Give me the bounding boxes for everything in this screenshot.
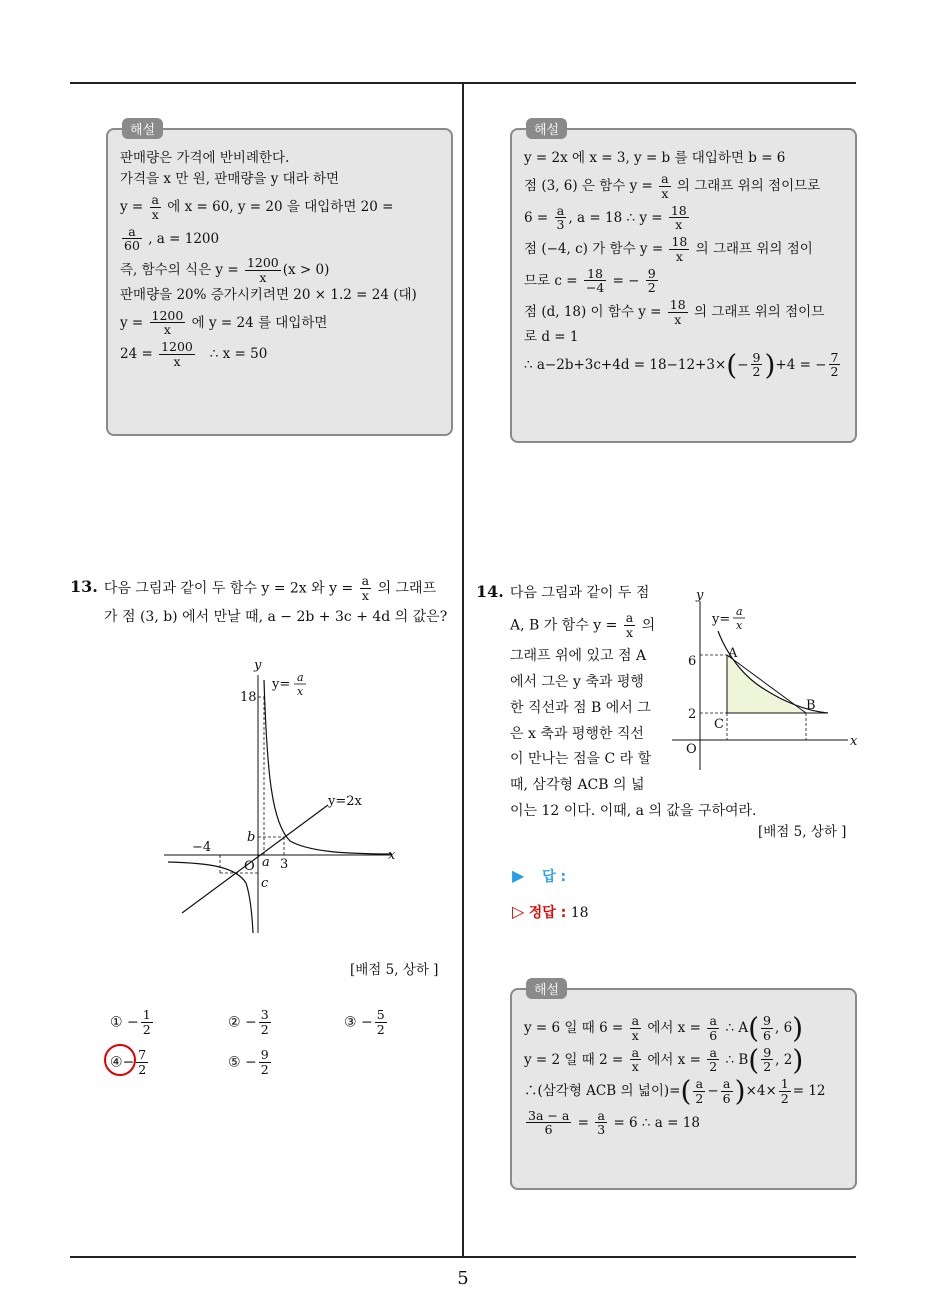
fraction: $\frac{a}{x}$ xyxy=(661,171,669,201)
x-axis-label: x xyxy=(388,848,396,863)
choice-3[interactable]: ③ − $\frac{5}{2}$ xyxy=(344,1007,385,1037)
tick-b: b xyxy=(247,830,256,845)
q14-graph xyxy=(668,585,864,777)
fraction: $\frac{a}{x}$ xyxy=(625,609,634,640)
tick-c: c xyxy=(261,876,269,891)
curve-label: y= xyxy=(712,612,731,627)
fraction: $\frac{18}{x}$ xyxy=(670,202,687,233)
y-axis-label: y xyxy=(696,588,704,603)
question-13 xyxy=(70,568,456,631)
solution-line: $\frac{a}{60}$ , a = 1200 xyxy=(124,223,220,254)
curve-label-den: x xyxy=(736,619,743,632)
tick-18: 18 xyxy=(240,690,257,705)
fraction: $\frac{a}{3}$ xyxy=(556,202,565,233)
fraction: $\frac{a}{60}$ xyxy=(124,223,140,254)
point-B: B xyxy=(806,698,816,713)
fraction: $\frac{1200}{x}$ xyxy=(151,307,184,338)
left-solution-box xyxy=(106,123,453,436)
answer-label: 답 : xyxy=(542,869,567,885)
origin-label: O xyxy=(244,859,255,874)
tick-2: 2 xyxy=(688,707,697,722)
fraction: $\frac{a}{x}$ xyxy=(361,573,370,603)
curve-label-den: x xyxy=(297,685,304,698)
solution-line: y = 6 일 때 6 = $\frac{a}{x}$ 에서 x = $\frac{a}{6}$ ∴ A( $\frac{9}{6}$ , 6) xyxy=(524,1011,804,1045)
choice-1[interactable]: ① − $\frac{1}{2}$ xyxy=(110,1007,151,1037)
curve-label-num: a xyxy=(736,605,743,618)
tick-6: 6 xyxy=(688,654,697,669)
correct-answer-value: 18 xyxy=(570,905,589,921)
tick-3: 3 xyxy=(280,857,289,872)
choice-2[interactable]: ② − $\frac{3}{2}$ xyxy=(228,1007,269,1037)
solution-line: 므로 c = $\frac{18}{-4}$ = − $\frac{9}{2}$ xyxy=(524,265,656,296)
q14-points: [배점 5, 상하 ] xyxy=(758,824,847,840)
fraction: $\frac{18}{x}$ xyxy=(671,234,688,264)
solution-line: ∴(삼각형 ACB 의 넓이)=( $\frac{a}{2}$ − $\frac{a}{6}$ )×4× $\frac{1}{2}$ = 12 xyxy=(524,1074,826,1108)
question-number: 14. xyxy=(476,582,504,601)
correct-answer-row xyxy=(512,902,589,922)
column-divider xyxy=(462,84,464,1256)
solution-tag: 해설 xyxy=(526,978,567,999)
question-line: 이 만나는 점을 C 라 할 xyxy=(510,751,652,768)
right-solution-box xyxy=(510,123,857,443)
selected-answer-circle xyxy=(104,1044,136,1076)
solution-tag: 해설 xyxy=(122,118,163,139)
question-line: 은 x 축과 평행한 직선 xyxy=(510,725,644,742)
tick-a: a xyxy=(262,855,270,870)
fraction: $\frac{9}{2}$ xyxy=(752,349,761,380)
solution-line: 판매량을 20% 증가시키려면 20 × 1.2 = 24 (대) xyxy=(120,286,417,303)
solution-line: 6 = $\frac{a}{3}$ , a = 18 ∴ y = $\frac{18}{x}$ xyxy=(524,202,687,233)
fraction: $\frac{1200}{x}$ xyxy=(161,339,193,369)
q13-graph xyxy=(150,655,410,940)
solution-tag: 해설 xyxy=(526,118,567,139)
fraction: $\frac{9}{2}$ xyxy=(647,265,656,296)
tick-neg4: −4 xyxy=(192,840,212,855)
curve-label-num: a xyxy=(297,671,304,684)
solution-line: 점 (−4, c) 가 함수 y = $\frac{18}{x}$ 의 그래프 위의 점이 xyxy=(524,234,813,264)
solution-line: 판매량은 가격에 반비례한다. xyxy=(120,150,290,166)
page-number: 5 xyxy=(457,1268,469,1289)
q14-solution-box xyxy=(510,983,857,1190)
question-line: 13. 다음 그림과 같이 두 함수 y = 2x 와 y = $\frac{a}{x}$ 의 그래프 xyxy=(70,573,437,603)
question-line: A, B 가 함수 y = $\frac{a}{x}$ 의 xyxy=(510,609,656,640)
solution-line: 즉, 함수의 식은 y = $\frac{1200}{x}$ (x > 0) xyxy=(120,255,330,285)
solution-line: ∴ a−2b+3c+4d = 18−12+3×(− $\frac{9}{2}$ )+4 = − $\frac{7}{2}$ xyxy=(524,347,839,381)
solution-line: 24 = $\frac{1200}{x}$ ∴ x = 50 xyxy=(120,339,268,369)
fraction: $\frac{18}{-4}$ xyxy=(585,265,605,296)
solution-line: 점 (3, 6) 은 함수 y = $\frac{a}{x}$ 의 그래프 위의 점이므로 xyxy=(524,171,821,201)
solution-line: y = 2 일 때 2 = $\frac{a}{x}$ 에서 x = $\frac{a}{2}$ ∴ B( $\frac{9}{2}$ , 2) xyxy=(524,1042,804,1076)
choice-5[interactable]: ⑤ − $\frac{9}{2}$ xyxy=(228,1047,269,1077)
fraction: $\frac{a}{x}$ xyxy=(151,192,159,222)
question-line: 가 점 (3, b) 에서 만날 때, a − 2b + 3c + 4d 의 값은? xyxy=(104,608,448,625)
solution-line: y = 2x 에 x = 3, y = b 를 대입하면 b = 6 xyxy=(524,150,786,166)
q13-points: [배점 5, 상하 ] xyxy=(350,962,439,978)
question-line: 때, 삼각형 ACB 의 넓 xyxy=(510,777,645,794)
choice-4[interactable]: ④− $\frac{7}{2}$ xyxy=(110,1048,150,1077)
question-number: 13. xyxy=(70,577,98,597)
solution-line: 로 d = 1 xyxy=(524,328,579,345)
solution-line: y = $\frac{1200}{x}$ 에 y = 24 를 대입하면 xyxy=(120,307,328,338)
solution-line: y = $\frac{a}{x}$ 에 x = 60, y = 20 을 대입하면 20 = xyxy=(120,192,394,222)
fraction: $\frac{7}{2}$ xyxy=(830,349,839,380)
solution-line: 가격을 x 만 원, 판매량을 y 대라 하면 xyxy=(120,171,340,187)
line-label: y=2x xyxy=(328,794,362,809)
triangle-outline-icon: ▷ xyxy=(512,902,525,921)
point-C: C xyxy=(714,717,724,732)
question-line: 그래프 위에 있고 점 A xyxy=(510,648,647,665)
solution-line: $\frac{3a - a}{6}$ = $\frac{a}{3}$ = 6 ∴ a = 18 xyxy=(528,1107,700,1138)
line-y2x xyxy=(182,805,328,913)
fraction: $\frac{1200}{x}$ xyxy=(246,255,279,285)
hyperbola-branch-1 xyxy=(264,680,392,854)
curve-label: y= xyxy=(272,677,291,692)
fraction: $\frac{18}{x}$ xyxy=(669,297,686,327)
question-line: 14. 다음 그림과 같이 두 점 xyxy=(476,582,650,601)
y-axis-label: y xyxy=(254,658,262,673)
bottom-rule xyxy=(70,1256,856,1258)
point-A: A xyxy=(728,646,738,661)
question-line: 이는 12 이다. 이때, a 의 값을 구하여라. xyxy=(510,803,757,820)
correct-answer-label: 정답 : xyxy=(528,905,567,921)
solution-line: 점 (d, 18) 이 함수 y = $\frac{18}{x}$ 의 그래프 위의 점이므 xyxy=(524,297,825,327)
question-line: 한 직선과 점 B 에서 그 xyxy=(510,699,651,716)
answer-row xyxy=(512,866,566,886)
question-line: 에서 그은 y 축과 평행 xyxy=(510,674,644,691)
x-axis-label: x xyxy=(850,734,858,749)
origin-label: O xyxy=(686,742,697,757)
triangle-right-icon: ▶ xyxy=(512,866,525,885)
